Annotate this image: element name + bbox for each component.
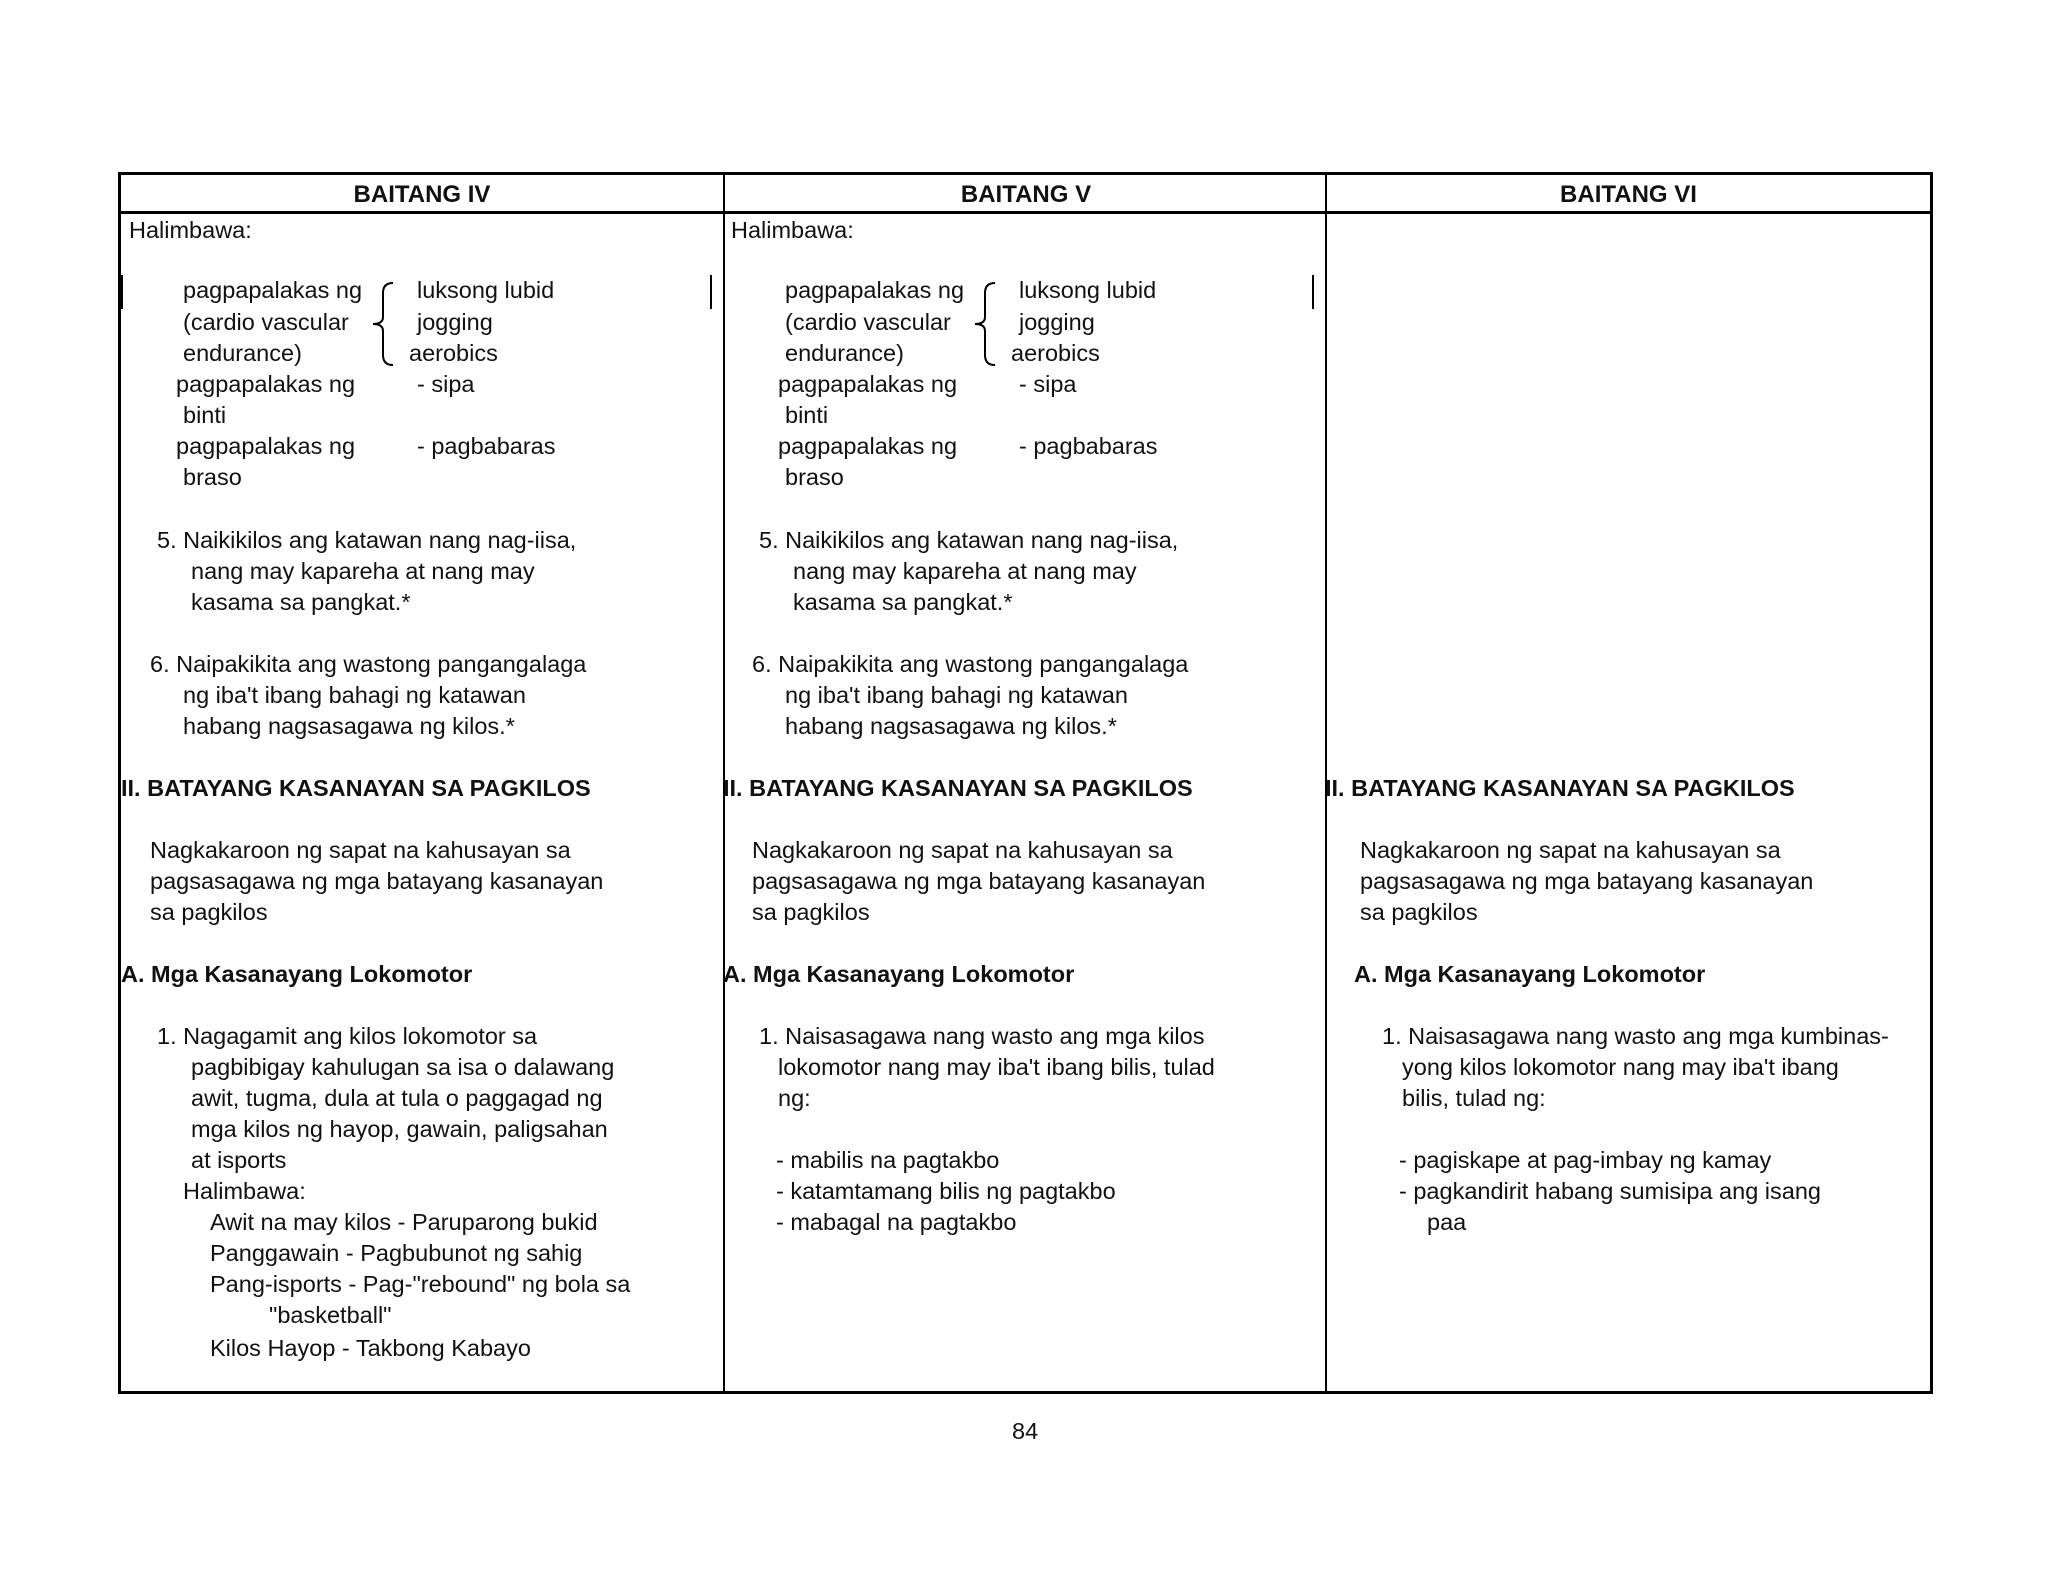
- item-5-line: kasama sa pangkat.*: [793, 589, 1013, 615]
- example-item: aerobics: [1011, 340, 1100, 366]
- example-item: luksong lubid: [1019, 277, 1157, 303]
- example-text: pagpapalakas ng: [176, 433, 356, 459]
- item-5-line: kasama sa pangkat.*: [191, 589, 411, 615]
- example-text: endurance): [785, 340, 904, 366]
- margin-bar-right: [710, 275, 712, 309]
- example-text: endurance): [183, 340, 302, 366]
- item-6-line: 6. Naipakikita ang wastong pangangalaga: [752, 651, 1189, 677]
- item-6-line: ng iba't ibang bahagi ng katawan: [785, 682, 1128, 708]
- item-6-line: habang nagsasagawa ng kilos.*: [183, 713, 515, 739]
- item-1-line: pagbibigay kahulugan sa isa o dalawang: [191, 1054, 615, 1080]
- item-5-line: 5. Naikikilos ang katawan nang nag-iisa,: [759, 527, 1179, 553]
- item-1-line: yong kilos lokomotor nang may iba't ibang: [1402, 1054, 1839, 1080]
- page-number: 84: [1012, 1418, 1039, 1444]
- section-a-title: A. Mga Kasanayang Lokomotor: [723, 961, 1075, 987]
- example-text: braso: [183, 464, 242, 490]
- example-text: (cardio vascular: [785, 309, 951, 335]
- item-1-line: awit, tugma, dula at tula o paggagad ng: [191, 1085, 603, 1111]
- example-item: aerobics: [409, 340, 498, 366]
- example-text: pagpapalakas ng: [176, 371, 356, 397]
- item-1-line: bilis, tulad ng:: [1402, 1085, 1546, 1111]
- section-a-title: A. Mga Kasanayang Lokomotor: [1354, 961, 1706, 987]
- curriculum-table: [118, 172, 1933, 1394]
- example-line: Panggawain - Pagbubunot ng sahig: [210, 1240, 583, 1266]
- item-1-line: 1. Naisasagawa nang wasto ang mga kilos: [759, 1023, 1205, 1049]
- example-text: pagpapalakas ng: [183, 277, 363, 303]
- example-line: Awit na may kilos - Paruparong bukid: [210, 1209, 598, 1235]
- section-2-body: sa pagkilos: [1360, 899, 1478, 925]
- section-2-body: Nagkakaroon ng sapat na kahusayan sa: [1360, 837, 1781, 863]
- section-2-body: pagsasagawa ng mga batayang kasanayan: [752, 868, 1206, 894]
- skill-list-item: paa: [1427, 1209, 1467, 1235]
- halimbawa-label: Halimbawa:: [129, 217, 252, 243]
- example-item: jogging: [417, 309, 493, 335]
- item-1-line: ng:: [778, 1085, 811, 1111]
- section-2-body: pagsasagawa ng mga batayang kasanayan: [150, 868, 604, 894]
- example-item: jogging: [1019, 309, 1095, 335]
- column-header: BAITANG V: [725, 175, 1327, 214]
- item-1-line: at isports: [191, 1147, 287, 1173]
- item-5-line: 5. Naikikilos ang katawan nang nag-iisa,: [157, 527, 577, 553]
- speed-list-item: - katamtamang bilis ng pagtakbo: [776, 1178, 1116, 1204]
- example-text: pagpapalakas ng: [778, 371, 958, 397]
- section-2-body: sa pagkilos: [752, 899, 870, 925]
- curly-brace-icon: [971, 279, 1001, 369]
- example-line: "basketball": [269, 1302, 392, 1328]
- item-6-line: 6. Naipakikita ang wastong pangangalaga: [150, 651, 587, 677]
- item-1-line: 1. Naisasagawa nang wasto ang mga kumbinas-: [1382, 1023, 1889, 1049]
- example-text: pagpapalakas ng: [785, 277, 965, 303]
- example-item: - sipa: [417, 371, 475, 397]
- section-2-title: II. BATAYANG KASANAYAN SA PAGKILOS: [1325, 775, 1795, 801]
- item-1-line: mga kilos ng hayop, gawain, paligsahan: [191, 1116, 608, 1142]
- item-1-line: lokomotor nang may iba't ibang bilis, tulad: [778, 1054, 1215, 1080]
- item-6-line: habang nagsasagawa ng kilos.*: [785, 713, 1117, 739]
- section-2-body: Nagkakaroon ng sapat na kahusayan sa: [752, 837, 1173, 863]
- example-text: pagpapalakas ng: [778, 433, 958, 459]
- halimbawa-label: Halimbawa:: [183, 1178, 306, 1204]
- example-line: Kilos Hayop - Takbong Kabayo: [210, 1335, 531, 1361]
- speed-list-item: - mabagal na pagtakbo: [776, 1209, 1017, 1235]
- section-2-body: sa pagkilos: [150, 899, 268, 925]
- example-text: (cardio vascular: [183, 309, 349, 335]
- example-text: binti: [183, 402, 227, 428]
- example-item: - pagbabaras: [417, 433, 556, 459]
- curly-brace-icon: [369, 279, 399, 369]
- column-baitang-iv: [121, 175, 723, 1391]
- column-baitang-v: [723, 175, 1327, 1391]
- section-2-body: Nagkakaroon ng sapat na kahusayan sa: [150, 837, 571, 863]
- item-5-line: nang may kapareha at nang may: [191, 558, 535, 584]
- margin-bar-right: [1312, 275, 1314, 309]
- section-2-title: II. BATAYANG KASANAYAN SA PAGKILOS: [723, 775, 1193, 801]
- skill-list-item: - pagkandirit habang sumisipa ang isang: [1399, 1178, 1821, 1204]
- section-2-body: pagsasagawa ng mga batayang kasanayan: [1360, 868, 1814, 894]
- column-header: BAITANG VI: [1327, 175, 1930, 214]
- item-1-line: 1. Nagagamit ang kilos lokomotor sa: [157, 1023, 538, 1049]
- example-text: braso: [785, 464, 844, 490]
- halimbawa-label: Halimbawa:: [731, 217, 854, 243]
- margin-bar-left: [121, 275, 123, 309]
- column-baitang-vi: [1325, 175, 1930, 1391]
- example-item: luksong lubid: [417, 277, 555, 303]
- example-line: Pang-isports - Pag-"rebound" ng bola sa: [210, 1271, 631, 1297]
- speed-list-item: - mabilis na pagtakbo: [776, 1147, 1000, 1173]
- column-header: BAITANG IV: [121, 175, 723, 214]
- skill-list-item: - pagiskape at pag-imbay ng kamay: [1399, 1147, 1772, 1173]
- item-6-line: ng iba't ibang bahagi ng katawan: [183, 682, 526, 708]
- section-2-title: II. BATAYANG KASANAYAN SA PAGKILOS: [121, 775, 591, 801]
- example-item: - sipa: [1019, 371, 1077, 397]
- example-item: - pagbabaras: [1019, 433, 1158, 459]
- item-5-line: nang may kapareha at nang may: [793, 558, 1137, 584]
- example-text: binti: [785, 402, 829, 428]
- section-a-title: A. Mga Kasanayang Lokomotor: [121, 961, 473, 987]
